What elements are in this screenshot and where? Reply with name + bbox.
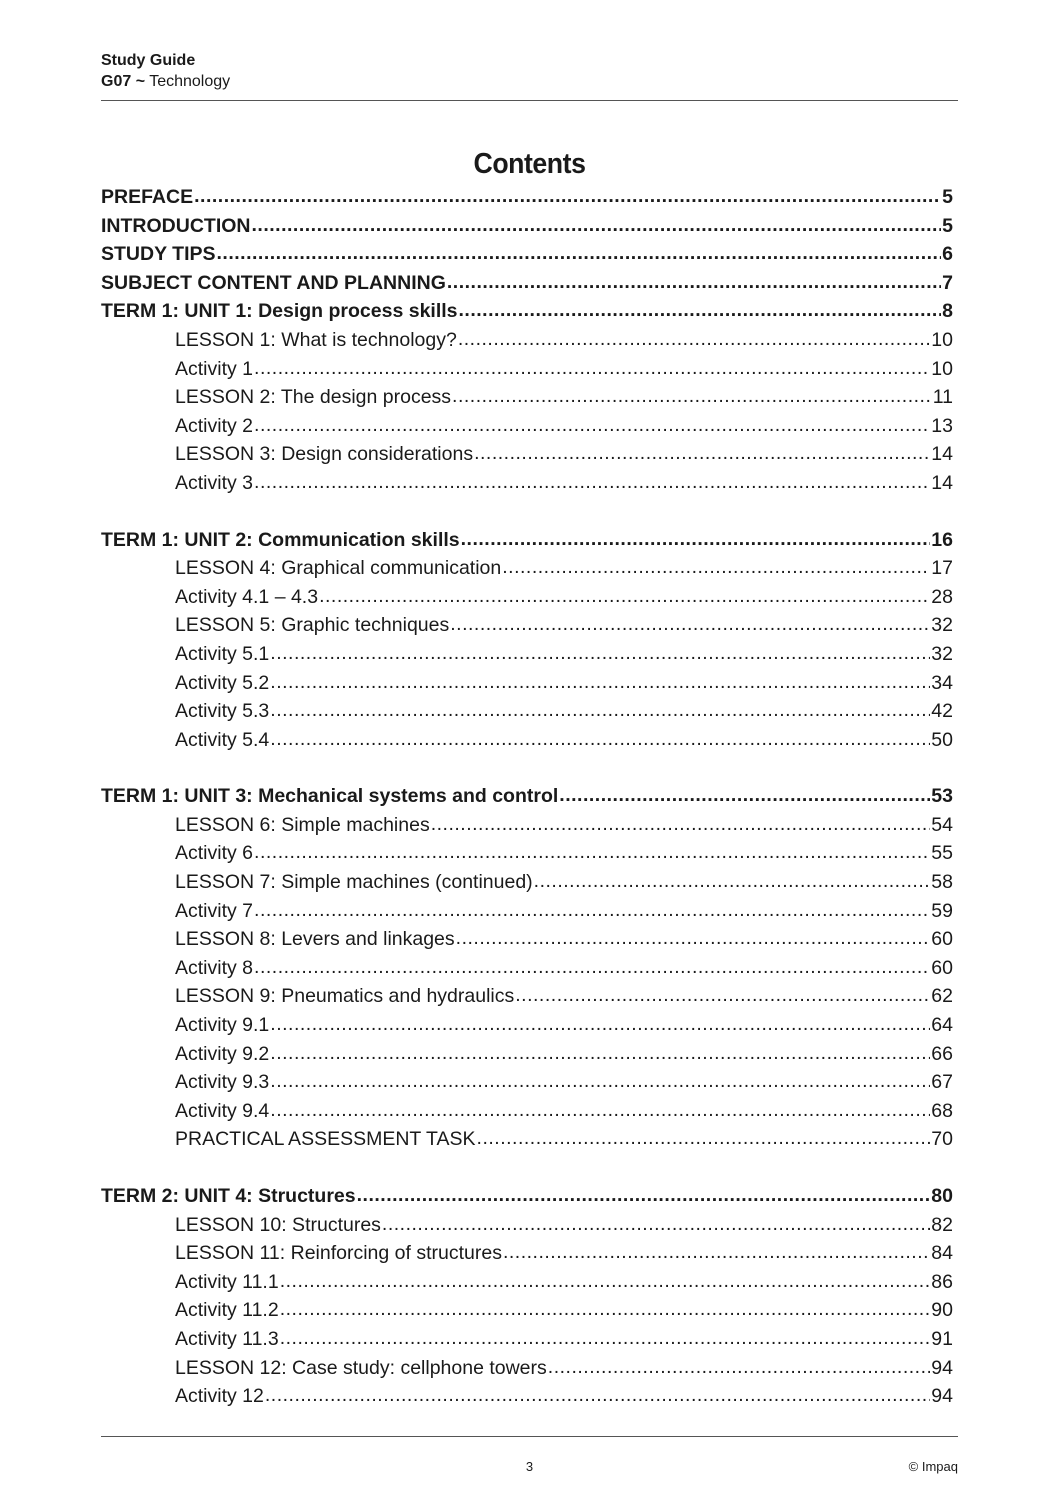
toc-dot-leader bbox=[270, 1068, 930, 1096]
header-guide-label: Study Guide bbox=[101, 52, 196, 69]
toc-entry-label: Activity 9.3 bbox=[175, 1071, 270, 1094]
toc-entry-page: 8 bbox=[942, 300, 953, 323]
toc-entry bbox=[101, 326, 953, 355]
footer-copyright: © Impaq bbox=[908, 1459, 958, 1474]
toc-entry bbox=[101, 669, 953, 698]
toc-dot-leader bbox=[252, 212, 942, 240]
toc-entry bbox=[101, 1011, 953, 1040]
toc-entry-label: TERM 1: UNIT 3: Mechanical systems and control bbox=[101, 785, 559, 808]
toc-dot-leader bbox=[474, 440, 930, 468]
toc-dot-leader bbox=[217, 240, 942, 268]
toc-dot-leader bbox=[458, 326, 930, 354]
toc-dot-leader bbox=[452, 383, 932, 411]
toc-entry-label: LESSON 10: Structures bbox=[175, 1213, 381, 1236]
toc-dot-leader bbox=[447, 269, 941, 297]
toc-entry-page: 54 bbox=[931, 813, 953, 836]
toc-entry bbox=[101, 383, 953, 412]
toc-section-entry bbox=[101, 782, 953, 811]
toc-entry-label: LESSON 6: Simple machines bbox=[175, 813, 430, 836]
toc-entry bbox=[101, 954, 953, 983]
toc-entry-label: TERM 1: UNIT 2: Communication skills bbox=[101, 528, 460, 551]
toc-entry-label: Activity 5.4 bbox=[175, 728, 270, 751]
toc-entry-page: 32 bbox=[931, 614, 953, 637]
toc-entry-page: 14 bbox=[931, 471, 953, 494]
toc-entry-label: LESSON 12: Case study: cellphone towers bbox=[175, 1356, 547, 1379]
toc-entry-page: 50 bbox=[931, 728, 953, 751]
toc-section-entry bbox=[101, 240, 953, 269]
toc-dot-leader bbox=[270, 726, 930, 754]
toc-entry-label: LESSON 5: Graphic techniques bbox=[175, 614, 450, 637]
toc-section-entry bbox=[101, 526, 953, 555]
toc-entry-label: PRACTICAL ASSESSMENT TASK bbox=[175, 1128, 476, 1151]
toc-entry bbox=[101, 839, 953, 868]
toc-dot-leader bbox=[534, 868, 931, 896]
header-divider bbox=[101, 100, 958, 101]
toc-entry bbox=[101, 1040, 953, 1069]
toc-dot-leader bbox=[254, 469, 930, 497]
toc-entry-label: Activity 9.1 bbox=[175, 1014, 270, 1037]
toc-dot-leader bbox=[270, 1097, 930, 1125]
toc-entry-label: LESSON 4: Graphical communication bbox=[175, 557, 502, 580]
toc-dot-leader bbox=[270, 697, 930, 725]
toc-entry bbox=[101, 1296, 953, 1325]
toc-dot-leader bbox=[382, 1211, 930, 1239]
toc-entry-page: 59 bbox=[931, 899, 953, 922]
toc-entry-page: 94 bbox=[931, 1356, 953, 1379]
toc-entry bbox=[101, 1268, 953, 1297]
toc-entry-label: Activity 11.1 bbox=[175, 1270, 279, 1293]
toc-entry bbox=[101, 925, 953, 954]
toc-entry bbox=[101, 726, 953, 755]
footer-page-number: 3 bbox=[525, 1459, 534, 1474]
page-title: Contents bbox=[473, 148, 586, 180]
toc-dot-leader bbox=[319, 583, 930, 611]
toc-dot-leader bbox=[280, 1296, 931, 1324]
toc-entry-label: Activity 5.3 bbox=[175, 700, 270, 723]
toc-entry-label: Activity 6 bbox=[175, 842, 254, 865]
toc-section-entry bbox=[101, 297, 953, 326]
toc-entry-page: 14 bbox=[931, 443, 953, 466]
toc-entry-page: 67 bbox=[931, 1071, 953, 1094]
toc-entry bbox=[101, 1068, 953, 1097]
toc-entry bbox=[101, 811, 953, 840]
toc-entry bbox=[101, 982, 953, 1011]
toc-dot-leader bbox=[254, 412, 930, 440]
toc-entry bbox=[101, 440, 953, 469]
toc-entry-page: 11 bbox=[932, 386, 953, 409]
toc-entry-label: Activity 4.1 – 4.3 bbox=[175, 585, 319, 608]
toc-entry bbox=[101, 640, 953, 669]
toc-entry-page: 10 bbox=[931, 328, 953, 351]
toc-dot-leader bbox=[450, 611, 930, 639]
toc-entry bbox=[101, 697, 953, 726]
toc-entry-page: 5 bbox=[942, 214, 953, 237]
toc-entry bbox=[101, 1097, 953, 1126]
toc-dot-leader bbox=[280, 1268, 931, 1296]
toc-dot-leader bbox=[502, 554, 930, 582]
toc-dot-leader bbox=[265, 1382, 930, 1410]
toc-entry-page: 28 bbox=[931, 585, 953, 608]
table-of-contents bbox=[101, 183, 953, 1411]
toc-section-entry bbox=[101, 183, 953, 212]
toc-entry-label: Activity 1 bbox=[175, 357, 254, 380]
toc-entry-page: 5 bbox=[942, 186, 953, 208]
toc-entry-label: Activity 11.3 bbox=[175, 1327, 279, 1350]
toc-entry-page: 32 bbox=[931, 642, 953, 665]
toc-entry bbox=[101, 868, 953, 897]
toc-entry-page: 16 bbox=[931, 528, 953, 551]
toc-entry bbox=[101, 554, 953, 583]
toc-entry-label: LESSON 1: What is technology? bbox=[175, 328, 457, 351]
page-header bbox=[101, 50, 230, 92]
toc-section-entry bbox=[101, 269, 953, 298]
toc-entry-label: Activity 8 bbox=[175, 956, 254, 979]
toc-entry-page: 7 bbox=[942, 271, 953, 294]
toc-entry bbox=[101, 1354, 953, 1383]
toc-entry-label: Activity 9.4 bbox=[175, 1099, 270, 1122]
toc-entry bbox=[101, 1325, 953, 1354]
toc-entry-label: Activity 5.2 bbox=[175, 671, 270, 694]
toc-entry-label: STUDY TIPS bbox=[101, 243, 216, 266]
toc-entry-label: Activity 3 bbox=[175, 471, 254, 494]
toc-entry bbox=[101, 611, 953, 640]
toc-dot-leader bbox=[270, 640, 930, 668]
toc-entry bbox=[101, 1211, 953, 1240]
toc-entry-label: LESSON 11: Reinforcing of structures bbox=[175, 1242, 502, 1265]
toc-entry-page: 80 bbox=[931, 1185, 953, 1207]
toc-entry-page: 42 bbox=[931, 700, 953, 723]
toc-dot-leader bbox=[461, 526, 931, 554]
toc-entry-page: 70 bbox=[931, 1128, 953, 1151]
toc-entry-label: Activity 7 bbox=[175, 899, 254, 922]
toc-entry-page: 94 bbox=[931, 1385, 953, 1408]
toc-entry-label: Activity 5.1 bbox=[175, 642, 270, 665]
toc-dot-leader bbox=[280, 1325, 931, 1353]
toc-entry-page: 66 bbox=[931, 1042, 953, 1065]
toc-entry-page: 13 bbox=[931, 414, 953, 437]
toc-entry-page: 86 bbox=[931, 1270, 953, 1293]
toc-entry-page: 64 bbox=[931, 1014, 953, 1037]
toc-entry bbox=[101, 1239, 953, 1268]
toc-entry-page: 62 bbox=[931, 985, 953, 1008]
toc-entry-page: 68 bbox=[931, 1099, 953, 1122]
toc-dot-leader bbox=[431, 811, 931, 839]
toc-dot-leader bbox=[270, 1040, 930, 1068]
toc-dot-leader bbox=[357, 1182, 931, 1210]
toc-entry-label: PREFACE bbox=[101, 186, 194, 208]
toc-entry bbox=[101, 355, 953, 384]
toc-entry-label: INTRODUCTION bbox=[101, 214, 251, 237]
toc-entry bbox=[101, 412, 953, 441]
toc-dot-leader bbox=[270, 669, 930, 697]
toc-entry-label: Activity 12 bbox=[175, 1385, 264, 1408]
toc-dot-leader bbox=[477, 1125, 931, 1153]
toc-entry-page: 60 bbox=[931, 928, 953, 951]
toc-dot-leader bbox=[254, 897, 930, 925]
toc-entry bbox=[101, 897, 953, 926]
toc-dot-leader bbox=[270, 1011, 930, 1039]
toc-entry bbox=[101, 583, 953, 612]
toc-entry-label: TERM 2: UNIT 4: Structures bbox=[101, 1185, 356, 1207]
toc-entry-label: LESSON 9: Pneumatics and hydraulics bbox=[175, 985, 515, 1008]
toc-entry-label: LESSON 2: The design process bbox=[175, 386, 452, 409]
toc-section-entry bbox=[101, 212, 953, 241]
toc-entry-page: 34 bbox=[931, 671, 953, 694]
toc-entry-label: LESSON 8: Levers and linkages bbox=[175, 928, 455, 951]
toc-entry-label: Activity 9.2 bbox=[175, 1042, 270, 1065]
toc-section-entry bbox=[101, 1182, 953, 1211]
toc-dot-leader bbox=[254, 355, 930, 383]
toc-dot-leader bbox=[456, 925, 931, 953]
toc-entry bbox=[101, 1382, 953, 1411]
toc-entry-page: 90 bbox=[931, 1299, 953, 1322]
toc-dot-leader bbox=[254, 954, 930, 982]
toc-dot-leader bbox=[254, 839, 930, 867]
toc-dot-leader bbox=[459, 297, 942, 325]
toc-entry-label: LESSON 3: Design considerations bbox=[175, 443, 474, 466]
toc-dot-leader bbox=[548, 1354, 931, 1382]
toc-entry-page: 58 bbox=[931, 871, 953, 894]
toc-dot-leader bbox=[559, 782, 930, 810]
toc-entry-page: 82 bbox=[931, 1213, 953, 1236]
toc-entry-label: LESSON 7: Simple machines (continued) bbox=[175, 871, 533, 894]
toc-entry-page: 53 bbox=[931, 785, 953, 808]
footer-divider bbox=[101, 1436, 958, 1437]
toc-entry-label: TERM 1: UNIT 1: Design process skills bbox=[101, 300, 458, 323]
header-grade-code: G07 ~ bbox=[101, 73, 146, 90]
toc-dot-leader bbox=[194, 183, 941, 211]
toc-entry-page: 55 bbox=[931, 842, 953, 865]
toc-entry-page: 17 bbox=[931, 557, 953, 580]
toc-entry-label: Activity 11.2 bbox=[175, 1299, 279, 1322]
toc-entry-page: 91 bbox=[931, 1327, 953, 1350]
toc-entry-page: 84 bbox=[931, 1242, 953, 1265]
toc-entry bbox=[101, 469, 953, 498]
toc-entry-page: 60 bbox=[931, 956, 953, 979]
toc-dot-leader bbox=[503, 1239, 930, 1267]
toc-entry-page: 10 bbox=[931, 357, 953, 380]
header-subject-name: Technology bbox=[145, 73, 231, 90]
header-subject bbox=[101, 71, 230, 92]
toc-entry bbox=[101, 1125, 953, 1154]
toc-entry-page: 6 bbox=[942, 243, 953, 266]
toc-entry-label: SUBJECT CONTENT AND PLANNING bbox=[101, 271, 446, 294]
toc-entry-label: Activity 2 bbox=[175, 414, 254, 437]
toc-dot-leader bbox=[515, 982, 930, 1010]
